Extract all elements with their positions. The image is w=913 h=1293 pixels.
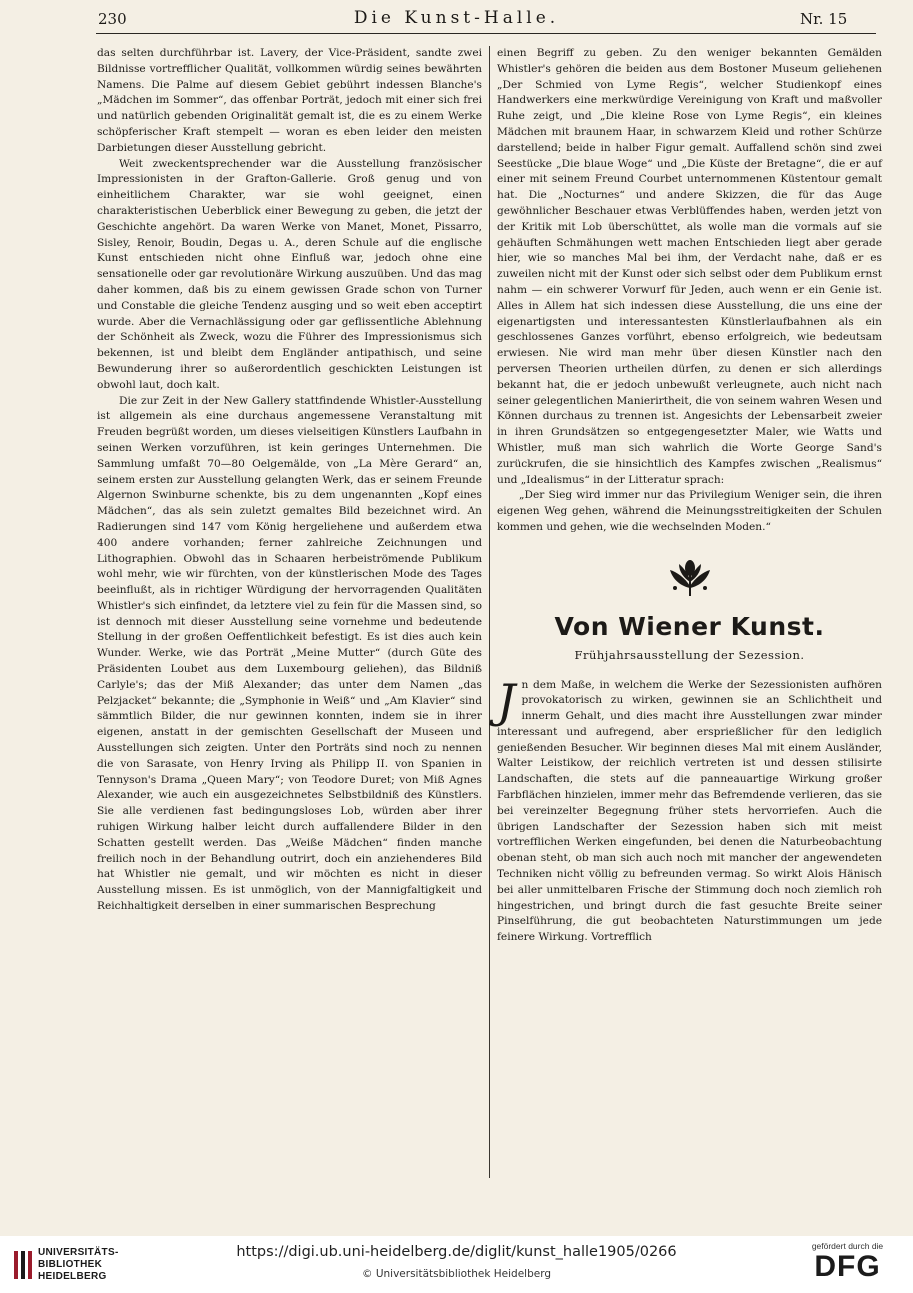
left-column (97, 46, 482, 915)
right-column (497, 46, 882, 946)
paragraph: das selten durchführbar ist. Lavery, der Vice-Präsident, sandte zwei Bildnisse vortrefflicher Qualität, vollkommen würdig seines bewährten Namens. Die Palme auf diesem Gebiet gebührt indessen Blanche's „Mädchen im Sommer“, das offenbar Porträt, jedoch mit einer sich frei und natürlich gebenden Originalität gemalt ist, die es zu einem Werke schöpferischer Kraft stempelt — woran es eben leider den meisten Darbietungen dieser Ausstellung gebricht. (97, 47, 482, 154)
dfg-wordmark: DFG (814, 1250, 881, 1283)
paragraph: Die zur Zeit in der New Gallery stattfindende Whistler-Ausstellung ist allgemein als eine durchaus angemessene Veranstaltung mit Freuden begrüßt worden, um dieses vielseitigen Künstlers Laufbahn in seinen Werken vorzuführen, ist kein geringes Unternehmen. Die Sammlung umfaßt 70—80 Oelgemälde, von „La Mère Gerard“ an, seinem ersten zur Ausstellung gelangten Werk, das er seinem Freunde Algernon Swinburne schenkte, bis zu dem ungenannten „Kopf eines Mädchen“, das als sein zuletzt gemaltes Bild bezeichnet wird. An Radierungen sind 147 vom König hergeliehene und außerdem etwa 400 andere vorhanden; ferner zahlreiche Zeichnungen und Lithographien. Obwohl das in Schaaren herbeiströmende Publikum wohl mehr, wie wir fürchten, von der künstlerischen Mode des Tages beeinflußt, als in richtiger Würdigung der hervorragenden Qualitäten Whistler's sich einfindet, da letztere viel zu fein für die Massen sind, so ist dennoch mit dieser Ausstellung seine vornehme und bedeutende Stellung in der großen Oeffentlichkeit befestigt. Es ist dies auch kein Wunder. Werke, wie das Porträt „Meine Mutter“ (durch Güte des Präsidenten Loubet aus dem Luxembourg geliehen), das Bildniß Carlyle's; das der Miß Alexander; das unter dem Namen „das Pelzjacket“ bekannte; die „Symphonie in Weiß“ und „Am Klavier“ sind sämmtlich Bilder, die nur gewinnen konnten, indem sie in ihrer eigenen, anstatt in der gemischten Gesellschaft der Museen und Ausstellungen sich zeigten. Unter den Porträts sind noch zu nennen die von Sarasate, von Henry Irving als Philipp II. von Spanien in Tennyson's Drama „Queen Mary“; von Teodore Duret; von Miß Agnes Alexander, wie auch ein ausgezeichnetes Selbstbildniß des Künstlers. Sie alle verdienen fast bedingungsloses Lob, würden aber ihrer ruhigen Wirkung halber leicht durch auffallendere Bilder in den Schatten gestellt werden. Das „Weiße Mädchen“ finden manche freilich noch in der Behandlung outrirt, doch ein anziehenderes Bild hat Whistler nie gemalt, und wir möchten es nicht in dieser Ausstellung missen. Es ist unmöglich, von der Mannigfaltigkeit und Reichhaltigkeit derselben in einer summarischen Besprechung (97, 394, 482, 913)
drop-initial: J (497, 673, 516, 728)
copyright-notice: © Universitätsbibliothek Heidelberg (361, 1268, 551, 1280)
viewer-footer (0, 1236, 913, 1293)
article-body (497, 673, 882, 947)
article-subtitle: Frühjahrsausstellung der Sezession. (574, 647, 805, 662)
page-number: 230 (98, 10, 127, 28)
issue-number: Nr. 15 (800, 10, 848, 28)
article-text: n dem Maße, in welchem die Werke der Sezessionisten aufhören provokatorisch zu wirken, gewinnen sie an Schlichtheit und innerm Gehalt, und dies macht ihre Ausstellungen zwar minder interessant und aufregend, aber ersprießlicher für den lediglich genießenden Besucher. Wir beginnen dieses Mal mit einem Ausländer, Walter Leistikow, der reichlich vertreten ist und dessen stilisirte Landschaften, die stets auf die panneauartige Wirkung großer Farbflächen hinzielen, immer mehr das Befremdende verlieren, das sie bei vereinzelter Begegnung früher stets hervorriefen. Auch die übrigen Landschafter der Sezession haben sich mit meist vortrefflichen Werken eingefunden, bei denen die Naturbeobachtung obenan steht, ob man sich auch noch mit mancher der angewendeten Techniken nicht völlig zu befreunden vermag. So wirkt Alois Hänisch bei aller unmittelbaren Frische der Stimmung doch noch ziemlich roh hingestrichen, und bringt durch die fast gesuchte Breite seiner Pinselführung, die gut beobachteten Naturstimmungen um jede feinere Wirkung. Vortrefflich (497, 678, 882, 944)
paragraph: Weit zweckentsprechender war die Ausstellung französischer Impressionisten in der Grafton-Gallerie. Groß genug und von einheitlichem Charakter, war sie wohl geeignet, einen charakteristischen Ueberblick einer Bewegung zu geben, die jetzt der Geschichte angehört. Da waren Werke von Manet, Monet, Pissarro, Sisley, Renoir, Boudin, Degas u. A., deren Schule auf die englische Kunst entschieden nicht ohne Einfluß war, jedoch ohne eine sensationelle oder gar revolutionäre Wirkung auszuüben. Und das mag daher kommen, daß bis zu einem gewissen Grade schon von Turner und Constable die gleiche Tendenz ausging und so weit eben acceptirt wurde. Aber die Vernachlässigung oder gar geflissentliche Ablehnung der Schönheit als Zweck, wozu die Führer des Impressionismus sich bekennen, ist und bleibt dem Engländer antipathisch, und seine Bewunderung ihrer so außerordentlich geschickten Leistungen ist obwohl laut, doch kalt. (97, 157, 482, 391)
paragraph: einen Begriff zu geben. Zu den weniger bekannten Gemälden Whistler's gehören die beiden aus dem Bostoner Museum geliehenen „Der Schmied von Lyme Regis“, welcher Studienkopf eines Handwerkers eine merkwürdige Vereinigung von Kraft und maßvoller Ruhe zeigt, und „Die kleine Rose von Lyme Regis“, ein kleines Mädchen mit braunem Haar, in schwarzem Kleid und rother Schürze darstellend; beide in halber Figur gemalt. Auffallend schön sind zwei Seestücke „Die blaue Woge“ und „Die Küste der Bretagne“, die er auf einer mit seinem Freund Courbet unternommenen Küstentour gemalt hat. Die „Nocturnes“ und andere Skizzen, die für das Auge gewöhnlicher Beschauer etwas Verblüffendes haben, werden jetzt von der Kritik mit Lob überschüttet, als wolle man die vormals auf sie gehäuften Schmähungen wett machen Entschieden liegt aber gerade hier, wie so manches Mal bei ihm, der Verdacht nahe, daß er es zuweilen nicht mit der Kunst oder sich selbst oder dem Publikum ernst nahm — ein schwerer Vorwurf für Jeden, auch wenn er ein Genie ist. Alles in Allem hat sich indessen diese Ausstellung, die uns eine der eigenartigsten und interessantesten Künstlerlaufbahnen als ein geschlossenes Ganzes vorführt, ebenso erfolgreich, wie bedeutsam erwiesen. Nie wird man mehr über diesen Künstler nach den perversen Theorien urtheilen dürfen, zu denen er sich allerdings bekannt hat, die er jedoch unbewußt verleugnete, auch nicht nach seiner gelegentlichen Manierirtheit, die von seinem wahren Wesen und Können durchaus zu trennen ist. Angesichts der Lebensarbeit zweier in ihren Grundsätzen so entgegengesetzter Maler, wie Watts und Whistler, muß man sich wahrlich die Worte George Sand's zurückrufen, die sie hinsichtlich des Kampfes zwischen „Realismus“ und „Idealismus“ in der Litteratur sprach: (497, 47, 882, 486)
dfg-logo[interactable] (790, 1241, 905, 1289)
header-rule (96, 33, 876, 34)
permalink-url[interactable]: https://digi.ub.uni-heidelberg.de/diglit/kunst_halle1905/0266 (236, 1244, 677, 1260)
floral-ornament-icon (667, 558, 713, 598)
funding-caption: gefördert durch die (811, 1241, 884, 1251)
page-header (0, 0, 913, 40)
journal-title: Die Kunst-Halle. (353, 8, 560, 28)
column-divider (489, 46, 490, 1178)
article-title: Von Wiener Kunst. (554, 611, 825, 641)
quotation: „Der Sieg wird immer nur das Privilegium Weniger sein, die ihren eigenen Weg gehen, während die Meinungsstreitigkeiten der Schulen kommen und gehen, wie die wechselnden Moden.“ (497, 489, 882, 533)
library-name: UNIVERSITÄTS- BIBLIOTHEK HEIDELBERG (38, 1247, 119, 1282)
